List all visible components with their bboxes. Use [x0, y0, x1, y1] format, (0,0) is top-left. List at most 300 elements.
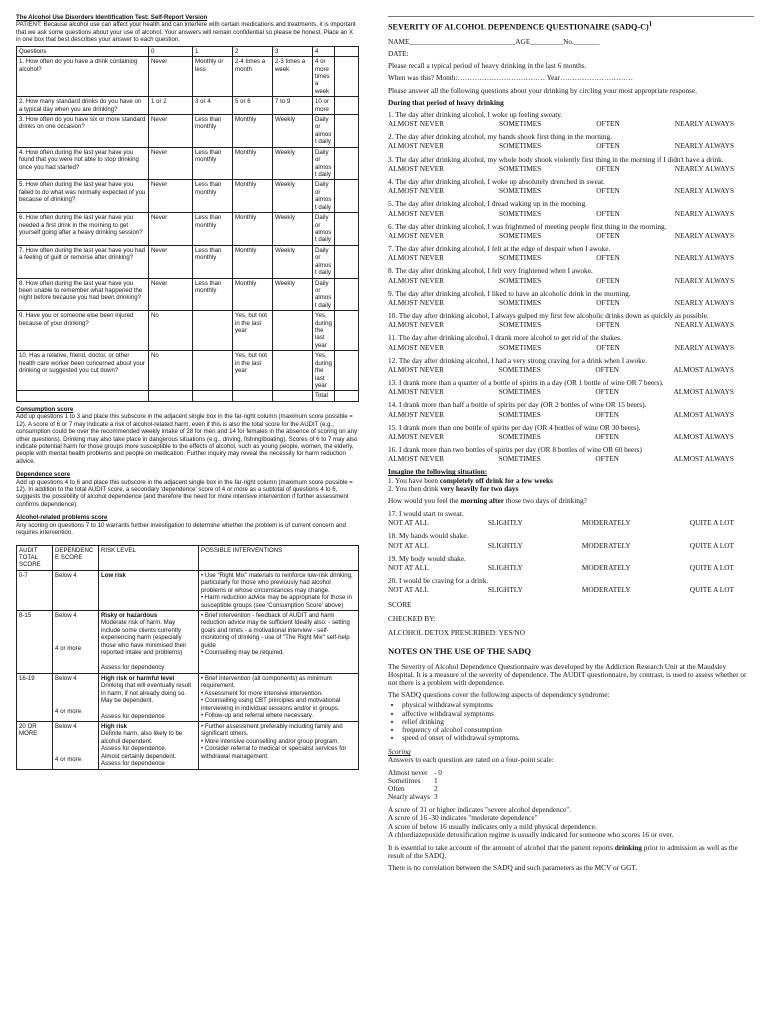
answer-cell: Monthly or less	[193, 57, 233, 97]
answer-cell	[335, 278, 359, 311]
risk-text: Assess for dependence	[101, 760, 165, 768]
feel-question: How would you feel the morning after those two days of drinking?	[388, 495, 587, 505]
header-4: 4	[313, 46, 335, 56]
dependence-value: Below 4	[55, 674, 77, 682]
answer-cell: Weekly	[273, 245, 313, 278]
interpretation	[388, 806, 754, 839]
sadq-question: 4. The day after drinking alcohol, I woke up absolutely drenched in sweat.	[388, 176, 605, 186]
answer-cell: 3 or 4	[193, 97, 233, 115]
answer-cell	[335, 245, 359, 278]
question-cell: 5. How often during the last year have you failed to do what was normally expected of you because of drinking?	[17, 180, 149, 213]
response-option: ALMOST NEVER	[388, 141, 445, 151]
header-interventions: POSSIBLE INTERVENTIONS	[199, 545, 359, 570]
table-row	[17, 213, 359, 246]
dependence-value: Below 4	[55, 723, 77, 731]
risk-cell	[99, 570, 199, 610]
answer-cell: 2-3 times a week	[273, 57, 313, 97]
response-options	[388, 187, 754, 195]
response-option: QUITE A LOT	[689, 563, 734, 572]
imagine-heading: Imagine the following situation:	[388, 467, 488, 477]
aspect-item: • relief drinking	[402, 718, 754, 726]
recall-text: Please recall a typical period of heavy drinking in the last 6 months.	[388, 61, 587, 71]
dependence-cell	[53, 610, 99, 673]
answer-cell: 5 or 6	[233, 97, 273, 115]
scale-label: Nearly always	[388, 792, 430, 802]
answer-cell	[335, 213, 359, 246]
notes-title: NOTES ON THE USE OF THE SADQ	[388, 646, 532, 657]
answer-cell: Monthly	[233, 180, 273, 213]
questions-c	[388, 510, 754, 594]
response-option: ALMOST NEVER	[388, 387, 445, 397]
answer-cell	[193, 391, 233, 401]
question-cell: 3. How often do you have six or more standard drinks on one occasion?	[17, 115, 149, 148]
response-option: OFTEN	[596, 253, 620, 263]
response-options	[388, 254, 754, 262]
response-option: ALMOST NEVER	[388, 275, 445, 285]
interventions-cell	[199, 673, 359, 721]
response-options	[388, 277, 754, 285]
situation-1: 1. You have been completely off drink for a few weeks	[388, 475, 553, 485]
table-row	[17, 311, 359, 351]
response-option: SLIGHTLY	[487, 518, 523, 528]
aspect-item: • physical withdrawal symptoms	[402, 701, 754, 709]
response-options	[388, 564, 754, 572]
answer-cell: Weekly	[273, 213, 313, 246]
response-option: NEARLY ALWAYS	[674, 253, 734, 263]
response-option: OFTEN	[596, 186, 620, 196]
scale-table	[388, 769, 446, 802]
answer-cell	[335, 311, 359, 351]
response-option: ALMOST NEVER	[388, 342, 445, 352]
intervention-item: • Use "Right Mix" materials to reinforce low-risk drinking, particularly for those who previously had alcohol problems or whose circumstances may change.	[201, 571, 353, 594]
scale-label: Often	[388, 783, 405, 793]
answer-cell: Daily or almost daily	[313, 115, 335, 148]
response-options	[388, 519, 754, 527]
aspects-list	[388, 701, 754, 742]
response-option: OFTEN	[596, 119, 620, 129]
response-option: ALMOST ALWAYS	[673, 409, 734, 419]
answer-cell: Yes, during the last year	[313, 311, 335, 351]
risk-text: Moderate risk of harm. May include some clients currently experiencing harm (especially those who have minimised their reported intake and problems)	[101, 619, 187, 657]
sadq-question: 6. The day after drinking alcohol, I was frightened of meeting people first thing in the morning.	[388, 221, 667, 231]
answer-cell: Less than monthly	[193, 115, 233, 148]
response-option: NEARLY ALWAYS	[674, 163, 734, 173]
answer-cell: Never	[149, 115, 193, 148]
answer-cell	[273, 351, 313, 391]
answer-cell: No	[149, 351, 193, 391]
intervention-row	[17, 610, 359, 673]
risk-text: Drinking that will eventually result in harm, if not already doing so. May be dependent.	[101, 682, 192, 705]
response-option: SOMETIMES	[499, 163, 542, 173]
response-option: NEARLY ALWAYS	[674, 186, 734, 196]
response-option: MODERATELY	[581, 563, 631, 572]
response-option: ALMOST ALWAYS	[673, 431, 734, 441]
intervention-item: • Brief intervention (all components) as minimum requirement.	[201, 674, 332, 690]
interventions-cell	[199, 722, 359, 770]
table-row	[17, 115, 359, 148]
response-option: ALMOST NEVER	[388, 253, 445, 263]
response-option: NEARLY ALWAYS	[674, 320, 734, 330]
interpretation-line: A chlordiazepoxide detoxification regime is usually indicated for someone who scores 16 or over.	[388, 829, 674, 839]
score-label: SCORE	[388, 599, 412, 609]
sadq-question: 7. The day after drinking alcohol, I felt at the edge of despair when I awoke.	[388, 244, 611, 254]
header-2: 2	[233, 46, 273, 56]
interpretation-line: A score of 16 -30 indicates "moderate dependence"	[388, 813, 538, 823]
answer-cell: Less than monthly	[193, 213, 233, 246]
intervention-item: • Consider referral to medical or specialist services for withdrawal management.	[201, 745, 347, 760]
table-row	[17, 391, 359, 401]
question-cell: 9. Have you or someone else been injured because of your drinking?	[17, 311, 149, 351]
answer-cell	[335, 147, 359, 180]
response-option: ALMOST NEVER	[388, 431, 445, 441]
dependence-cell	[53, 673, 99, 721]
risk-cell	[99, 722, 199, 770]
table-row	[17, 147, 359, 180]
response-option: NOT AT ALL	[388, 585, 429, 595]
question-cell	[17, 391, 149, 401]
audit-header-row	[17, 46, 359, 56]
response-option: OFTEN	[595, 454, 619, 464]
intervention-row	[17, 722, 359, 770]
scoring-text: Answers to each question are rated on a four-point scale:	[388, 755, 554, 765]
scale-row	[388, 793, 446, 801]
intervention-item: • Counselling using CBT principles and motivational interviewing in individual sessions and/or in groups.	[201, 697, 341, 712]
sadq-question: 8. The day after drinking alcohol, I felt very frightened when I awoke.	[388, 266, 593, 276]
response-option: OFTEN	[595, 364, 619, 374]
answer-cell: Weekly	[273, 278, 313, 311]
answer-cell: Weekly	[273, 115, 313, 148]
dependence-value: Below 4	[55, 611, 77, 619]
sadq-question: 13. I drank more than a quarter of a bottle of spirits in a day (OR 1 bottle of wine OR 7 beers).	[388, 378, 664, 388]
response-option: SOMETIMES	[499, 230, 542, 240]
answer-cell: Less than monthly	[193, 245, 233, 278]
answer-cell: Yes, but not in the last year	[233, 311, 273, 351]
intervention-row	[17, 673, 359, 721]
answer-cell: 1 or 2	[149, 97, 193, 115]
answer-cell	[335, 97, 359, 115]
question-cell: 6. How often during the last year have you needed a first drink in the morning to get yourself going after a heavy drinking session?	[17, 213, 149, 246]
intervention-header-row	[17, 545, 359, 570]
no-correlation-text: There is no correlation between the SADQ and such parameters as the MCV or GGT.	[388, 863, 638, 873]
response-options	[388, 120, 754, 128]
sadq-question: 14. I drank more than half a bottle of spirits per day (OR 2 bottles of wine OR 15 beers).	[388, 400, 647, 410]
dependence-cell	[53, 722, 99, 770]
sadq-document	[388, 14, 754, 876]
answer-cell: 7 to 9	[273, 97, 313, 115]
answer-cell: Never	[149, 147, 193, 180]
consumption-heading: Consumption score	[16, 405, 74, 413]
response-option: NOT AT ALL	[388, 563, 429, 572]
scale-value: 3	[433, 792, 438, 802]
response-option: QUITE A LOT	[689, 540, 734, 550]
header-3: 3	[273, 46, 313, 56]
risk-level: High risk	[101, 723, 128, 731]
answer-cell	[335, 351, 359, 391]
risk-text: Assess for dependence.	[101, 745, 167, 753]
sadq-question: 1. The day after drinking alcohol, I woke up feeling sweaty.	[388, 109, 563, 119]
checked-by-label: CHECKED BY:	[388, 613, 436, 623]
dependence-value: Below 4	[55, 571, 77, 579]
response-options	[388, 232, 754, 240]
risk-text: Definite harm, also likely to be alcohol dependent.	[101, 730, 183, 745]
response-option: ALMOST NEVER	[388, 208, 445, 218]
response-option: ALMOST NEVER	[388, 297, 445, 307]
table-row	[17, 57, 359, 97]
response-option: SOMETIMES	[498, 409, 541, 419]
response-options	[388, 586, 754, 594]
risk-level: High risk or harmful level	[101, 674, 175, 682]
risk-cell	[99, 610, 199, 673]
table-row	[17, 245, 359, 278]
response-option: SLIGHTLY	[487, 540, 523, 550]
audit-score-cell: 8-15	[17, 610, 53, 673]
response-options	[388, 433, 754, 441]
sadq-question: 9. The day after drinking alcohol, I liked to have an alcoholic drink in the morning.	[388, 288, 631, 298]
response-option: MODERATELY	[581, 585, 631, 595]
response-option: NOT AT ALL	[388, 518, 429, 528]
risk-text: Assess for dependency	[101, 664, 165, 672]
answer-cell: Never	[149, 245, 193, 278]
header-score	[335, 46, 359, 56]
response-option: SOMETIMES	[499, 297, 542, 307]
answer-cell: Less than monthly	[193, 147, 233, 180]
audit-table	[16, 46, 359, 402]
audit-document	[16, 14, 358, 770]
table-row	[17, 278, 359, 311]
header-0: 0	[149, 46, 193, 56]
response-option: SOMETIMES	[498, 454, 541, 464]
response-option: NEARLY ALWAYS	[674, 297, 734, 307]
answer-cell: Weekly	[273, 147, 313, 180]
answer-cell: Yes, during the last year	[313, 351, 335, 391]
answer-cell	[233, 391, 273, 401]
risk-cell	[99, 673, 199, 721]
risk-level: Low risk	[101, 571, 126, 579]
response-option: ALMOST ALWAYS	[673, 387, 734, 397]
answer-cell: Never	[149, 213, 193, 246]
answer-cell: Monthly	[233, 147, 273, 180]
intervention-item: • More intensive counselling and/or group program.	[201, 737, 339, 745]
table-row	[17, 97, 359, 115]
response-options	[388, 165, 754, 173]
answer-cell: 2-4 times a month	[233, 57, 273, 97]
question-cell: 4. How often during the last year have you found that you were not able to stop drinking once you had started?	[17, 147, 149, 180]
response-option: ALMOST NEVER	[388, 454, 445, 464]
intervention-item: • Further assessment preferably including family and significant others.	[201, 723, 343, 738]
risk-level: Risky or hazardous	[101, 611, 158, 619]
response-option: MODERATELY	[581, 518, 631, 528]
consumption-text: Add up questions 1 to 3 and place this subscore in the adjacent single box in the far-right column (maximum score possible = 12). A score of 6 or 7 may indicate a risk of alcohol-related harm, even if this is also the total score for the AUDIT (e.g., consumption could be over the recommended weekly intake of 28 for men and 14 for females in the absence of scoring on any other questions). Drinking may also take place in dangerous situations (e.g., driving, fishing/boating). Scores of 6 to 7 may also indicate potential harm for those groups more susceptible to the effects of alcohol, such as young people, women, the elderly, people with mental health problems and people on medication. Further inquiry may reveal the necessity for harm reduction advice.	[16, 413, 358, 465]
answer-cell: Less than monthly	[193, 278, 233, 311]
sadq-question: 2. The day after drinking alcohol, my hands shook first thing in the morning.	[388, 132, 613, 142]
response-option: SOMETIMES	[499, 253, 542, 263]
audit-score-cell: 0-7	[17, 570, 53, 610]
question-cell: 8. How often during the last year have you been unable to remember what happened the night before because you had been drinking?	[17, 278, 149, 311]
problems-heading: Alcohol-related problems score	[16, 514, 108, 522]
scoring-heading: Scoring	[388, 747, 411, 757]
dependence-value: 4 or more	[55, 756, 82, 764]
response-option: QUITE A LOT	[689, 585, 734, 595]
audit-intro: PATIENT: Because alcohol use can affect your health and can interfere with certain medications and treatments, it is important that we ask some questions about your use of alcohol. Your answers will remain confidential so please be honest. Place an X in one box that best describes your answer to each question.	[16, 21, 356, 44]
response-option: OFTEN	[596, 342, 620, 352]
answer-cell: Daily or almost daily	[313, 245, 335, 278]
response-option: OFTEN	[596, 208, 620, 218]
response-option: OFTEN	[596, 320, 620, 330]
answer-cell	[193, 311, 233, 351]
response-options	[388, 344, 754, 352]
response-option: SOMETIMES	[499, 186, 542, 196]
header-questions: Questions	[17, 46, 149, 56]
response-option: ALMOST NEVER	[388, 163, 445, 173]
aspect-item: • affective withdrawal symptoms	[402, 710, 754, 718]
response-option: SOMETIMES	[498, 431, 541, 441]
audit-score-cell: 20 OR MORE	[17, 722, 53, 770]
name-line: NAME_____________________________AGE_________No._______	[388, 36, 600, 46]
top-rule	[388, 16, 754, 17]
scale-value: - 0	[433, 767, 442, 777]
audit-title: The Alcohol Use Disorders Identification Test: Self-Report Version	[16, 14, 208, 21]
answer-cell: Monthly	[233, 115, 273, 148]
answer-cell	[273, 311, 313, 351]
sadq-question: 15. I drank more than one bottle of spirits per day (OR 4 bottles of wine OR 30 beers).	[388, 422, 641, 432]
response-option: OFTEN	[596, 141, 620, 151]
question-cell: 1. How often do you have a drink containing alcohol?	[17, 57, 149, 97]
intervention-item: • Follow-up and referral where necessary.	[201, 712, 314, 720]
answer-instructions: Please answer all the following questions about your drinking by circling your most appropriate response.	[388, 85, 698, 95]
answer-cell	[335, 115, 359, 148]
questions-b	[388, 357, 754, 464]
aspect-item: • speed of onset of withdrawal symptoms.	[402, 734, 754, 742]
questions-a	[388, 111, 754, 352]
response-options	[388, 411, 754, 419]
response-options	[388, 455, 754, 463]
response-option: MODERATELY	[581, 540, 631, 550]
response-option: ALMOST NEVER	[388, 320, 445, 330]
intervention-row	[17, 570, 359, 610]
response-option: ALMOST ALWAYS	[673, 364, 734, 374]
header-audit-total: AUDIT TOTAL SCORE	[17, 545, 53, 570]
response-options	[388, 210, 754, 218]
response-option: NEARLY ALWAYS	[674, 275, 734, 285]
sadq-question: 11. The day after drinking alcohol, I drank more alcohol to get rid of the shakes.	[388, 333, 622, 343]
response-option: OFTEN	[596, 275, 620, 285]
when-line: When was this? Month:……………………………… Year…………………………	[388, 73, 634, 83]
answer-cell: Daily or almost daily	[313, 147, 335, 180]
dependence-value: 4 or more	[55, 645, 82, 653]
intervention-item: • Assessment for more intensive intervention.	[201, 689, 323, 697]
sadq-title: SEVERITY OF ALCOHOL DEPENDENCE QUESTIONAIRE (SADQ-C)$^1$	[388, 21, 653, 32]
answer-cell: 10 or more	[313, 97, 335, 115]
question-cell: 7. How often during the last year have you had a feeling of guilt or remorse after drinking?	[17, 245, 149, 278]
answer-cell: No	[149, 311, 193, 351]
answer-cell: Daily or almost daily	[313, 180, 335, 213]
answer-cell	[273, 391, 313, 401]
response-option: ALMOST ALWAYS	[673, 454, 734, 464]
scale-label: Sometimes	[388, 775, 421, 785]
response-option: OFTEN	[595, 387, 619, 397]
response-option: OFTEN	[596, 297, 620, 307]
answer-cell: Never	[149, 278, 193, 311]
response-option: NEARLY ALWAYS	[674, 141, 734, 151]
response-options	[388, 321, 754, 329]
response-options	[388, 366, 754, 374]
response-option: ALMOST NEVER	[388, 230, 445, 240]
sadq-question: 5. The day after drinking alcohol, I dread waking up in the morning.	[388, 199, 588, 209]
header-risk-level: RISK LEVEL	[99, 545, 199, 570]
response-options	[388, 299, 754, 307]
intervention-item: • Counselling may be required.	[201, 649, 285, 657]
answer-cell: Yes, but not in the last year	[233, 351, 273, 391]
dependence-value: 4 or more	[55, 708, 82, 716]
interpretation-line: A score of 31 or higher indicates "severe alcohol dependence".	[388, 805, 572, 815]
response-option: SOMETIMES	[499, 141, 542, 151]
interventions-cell	[199, 610, 359, 673]
response-option: ALMOST NEVER	[388, 364, 445, 374]
response-option: SOMETIMES	[499, 208, 542, 218]
sadq-question: 16. I drank more than two bottles of spirits per day (OR 8 bottles of wine OR 60 beers)	[388, 445, 642, 455]
sadq-question: 12. The day after drinking alcohol, I had a very strong craving for a drink when I awoke.	[388, 355, 647, 365]
table-row	[17, 180, 359, 213]
answer-cell: Monthly	[233, 245, 273, 278]
answer-cell	[335, 57, 359, 97]
response-option: NOT AT ALL	[388, 540, 429, 550]
response-option: SOMETIMES	[499, 342, 542, 352]
response-options	[388, 542, 754, 550]
response-option: QUITE A LOT	[689, 518, 734, 528]
scale-value: 1	[433, 775, 438, 785]
answer-cell: Never	[149, 180, 193, 213]
scale-value: 2	[433, 783, 438, 793]
answer-cell: Total	[313, 391, 335, 401]
response-option: ALMOST NEVER	[388, 186, 445, 196]
sadq-question: 17. I would start to sweat.	[388, 509, 464, 519]
question-cell: 10. Has a relative, friend, doctor, or other health care worker been concerned about your drinking or suggested you cut down?	[17, 351, 149, 391]
table-row	[17, 351, 359, 391]
answer-cell: Never	[149, 57, 193, 97]
audit-score-cell: 16-19	[17, 673, 53, 721]
answer-cell: Less than monthly	[193, 180, 233, 213]
sadq-question: 10. The day after drinking alcohol, I always gulped my first few alcoholic drinks down as quickly as possible.	[388, 311, 709, 321]
answer-cell	[335, 391, 359, 401]
scale-label: Almost never	[388, 767, 428, 777]
answer-cell: Monthly	[233, 278, 273, 311]
response-option: NEARLY ALWAYS	[674, 230, 734, 240]
risk-text: Assess for dependence	[101, 712, 165, 720]
answer-cell: Daily or almost daily	[313, 278, 335, 311]
sadq-question: 19. My body would shake.	[388, 553, 466, 563]
answer-cell	[149, 391, 193, 401]
interventions-cell	[199, 570, 359, 610]
sadq-question: 3. The day after drinking alcohol, my whole body shook violently first thing in the morning if I didn't have a drink.	[388, 154, 724, 164]
sadq-question: 20. I would be craving for a drink.	[388, 576, 489, 586]
answer-cell: Daily or almost daily	[313, 213, 335, 246]
response-option: SOMETIMES	[499, 119, 542, 129]
answer-cell: 4 or more times a week	[313, 57, 335, 97]
response-option: NEARLY ALWAYS	[674, 208, 734, 218]
intervention-item: • Brief intervention - feedback of AUDIT and harm reduction advice may be sufficient Ideally also: - setting goals and limits - a motivational interview - self-monitoring of drinking - use of "The Right Mix" self-help guide	[201, 611, 350, 649]
interpretation-line: A score of below 16 usually indicates only a mild physical dependence.	[388, 821, 597, 831]
response-options	[388, 388, 754, 396]
answer-cell: Monthly	[233, 213, 273, 246]
response-option: OFTEN	[595, 409, 619, 419]
response-option: SOMETIMES	[499, 275, 542, 285]
answer-cell	[335, 180, 359, 213]
response-option: SOMETIMES	[498, 387, 541, 397]
aspect-item: • frequency of alcohol consumption	[402, 726, 754, 734]
header-dependence: DEPENDENCE SCORE	[53, 545, 99, 570]
response-option: ALMOST NEVER	[388, 409, 445, 419]
during-heading: During that period of heavy drinking	[388, 97, 504, 107]
